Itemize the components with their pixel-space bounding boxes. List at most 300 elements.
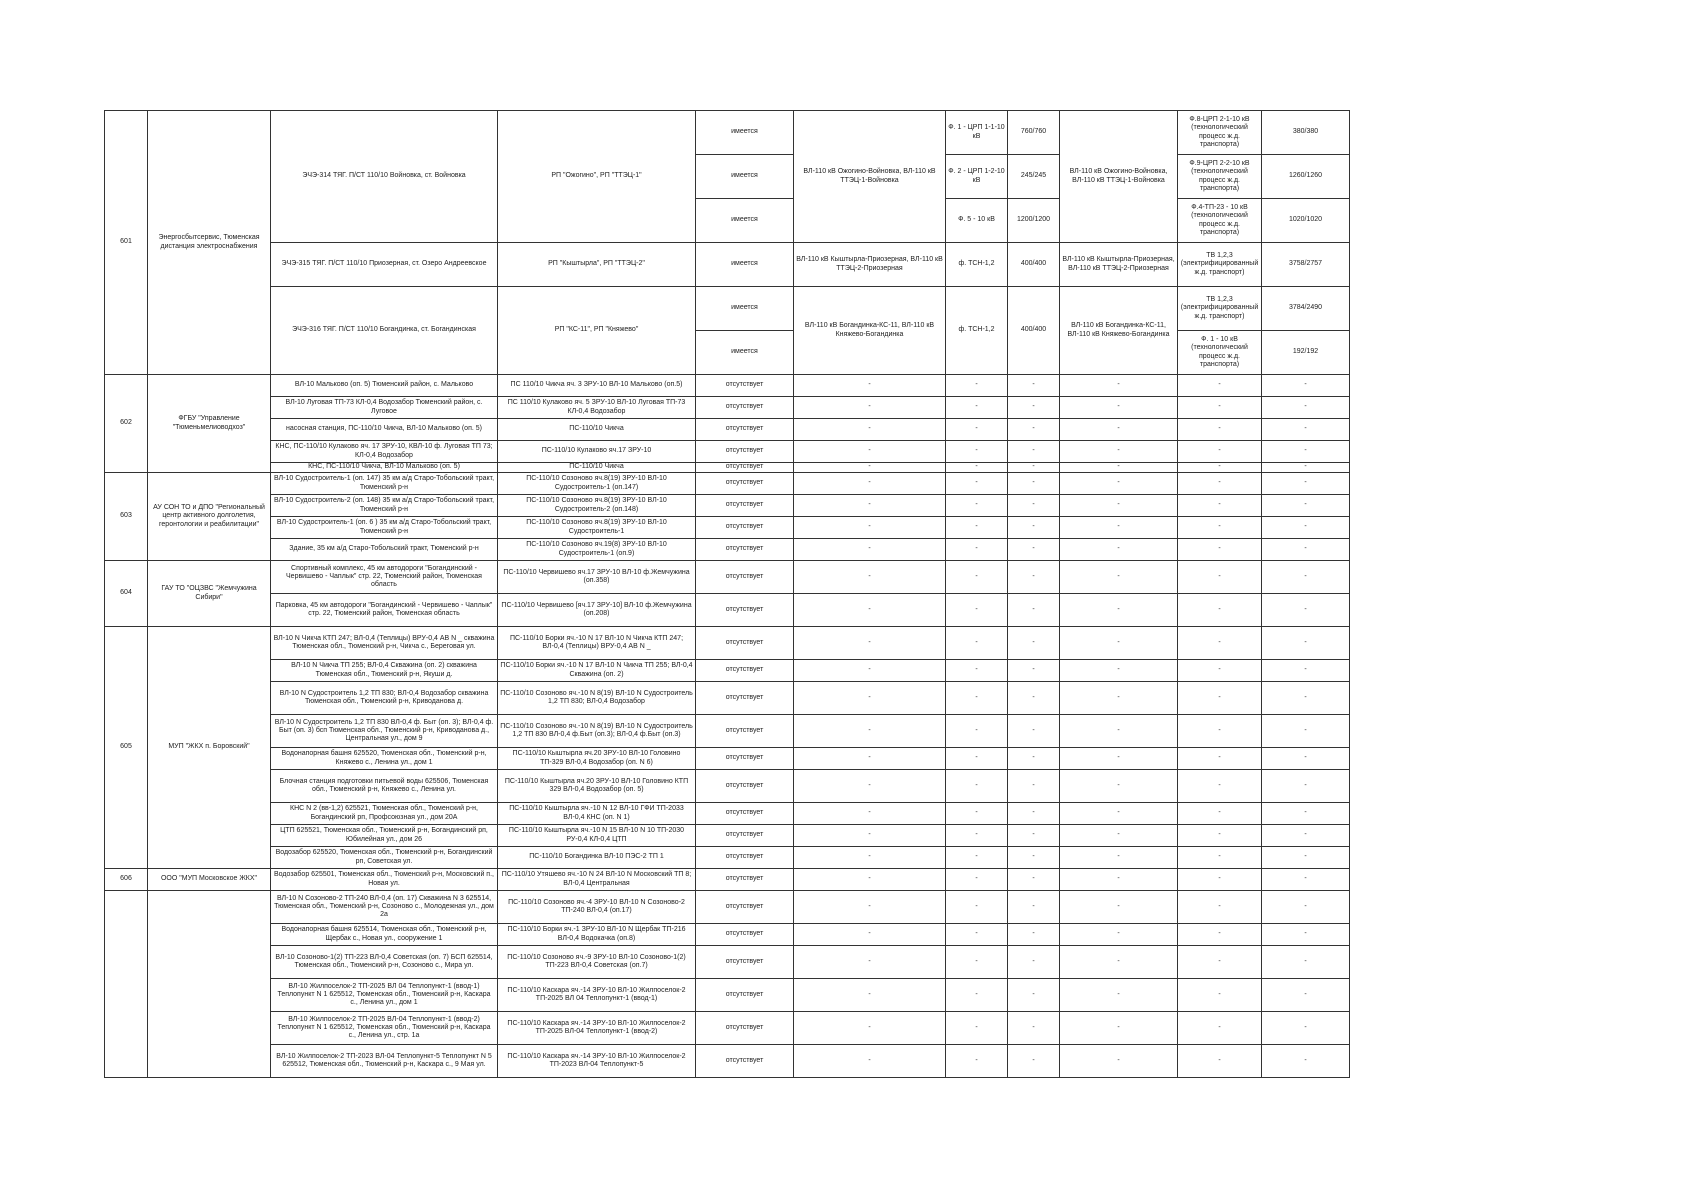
table-row: [105, 847, 1350, 869]
table-cell: -: [1060, 375, 1178, 397]
table-cell: Парковка, 45 км автодороги "Богандинский - Червишево - Чаплык" стр. 22, Тюменский район, Тюменская область: [271, 594, 498, 627]
table-cell: -: [1178, 594, 1262, 627]
table-cell: -: [794, 825, 946, 847]
table-cell: ВЛ-10 N Чикча КТП 247; ВЛ-0,4 (Теплицы) ВРУ-0,4 АВ N _ скважина Тюменская обл., Тюменский р-н, Чикча с., Береговая ул.: [271, 627, 498, 660]
table-cell: 245/245: [1008, 155, 1060, 199]
organization-cell: ООО "МУП Московское ЖКХ": [148, 869, 271, 891]
table-cell: 380/380: [1262, 111, 1350, 155]
table-cell: -: [1060, 397, 1178, 419]
table-cell: -: [1178, 397, 1262, 419]
table-cell: -: [1008, 715, 1060, 748]
table-cell: -: [1060, 715, 1178, 748]
table-cell: ПС-110/10 Чикча: [498, 463, 696, 473]
table-cell: ВЛ-110 кВ Богандинка-КС-11, ВЛ-110 кВ Княжево-Богандинка: [1060, 287, 1178, 375]
table-cell: Водонапорная башня 625514, Тюменская обл., Тюменский р-н, Щербак с., Новая ул., сооружение 1: [271, 924, 498, 946]
table-cell: ВЛ-110 кВ Кыштырла-Приозерная, ВЛ-110 кВ ТТЭЦ-2-Приозерная: [794, 243, 946, 287]
table-cell: -: [1060, 979, 1178, 1012]
table-cell: -: [1060, 869, 1178, 891]
table-cell: отсутствует: [696, 561, 794, 594]
table-cell: -: [1178, 517, 1262, 539]
table-cell: -: [794, 473, 946, 495]
table-cell: 3758/2757: [1262, 243, 1350, 287]
table-cell: ПС-110/10 Червишево [яч.17 ЗРУ-10] ВЛ-10 ф.Жемчужина (оп.208): [498, 594, 696, 627]
table-cell: отсутствует: [696, 517, 794, 539]
table-cell: ТВ 1,2,3 (электрифицированный ж.д. транспорт): [1178, 287, 1262, 331]
table-cell: отсутствует: [696, 397, 794, 419]
table-cell: ПС-110/10 Созоново яч.8(19) ЗРУ-10 ВЛ-10 Судостроитель-1: [498, 517, 696, 539]
table-row: [105, 1012, 1350, 1045]
table-cell: ПС-110/10 Созоново яч.19(8) ЗРУ-10 ВЛ-10 Судостроитель-1 (оп.9): [498, 539, 696, 561]
table-cell: Ф. 5 - 10 кВ: [946, 199, 1008, 243]
table-cell: -: [1008, 463, 1060, 473]
table-cell: -: [1060, 891, 1178, 924]
table-cell: -: [1178, 924, 1262, 946]
table-row: [105, 825, 1350, 847]
row-number-cell: 603: [105, 473, 148, 561]
table-cell: -: [1262, 1012, 1350, 1045]
table-cell: -: [1262, 441, 1350, 463]
table-cell: отсутствует: [696, 682, 794, 715]
table-cell: -: [1060, 946, 1178, 979]
table-cell: ПС-110/10 Каскара яч.-14 ЗРУ-10 ВЛ-10 Жилпоселок-2 ТП-2023 ВЛ-04 Теплопункт-5: [498, 1045, 696, 1078]
table-cell: -: [794, 463, 946, 473]
table-cell: отсутствует: [696, 539, 794, 561]
organization-cell: Энергосбытсервис, Тюменская дистанция электроснабжения: [148, 111, 271, 375]
table-cell: отсутствует: [696, 979, 794, 1012]
table-cell: -: [794, 847, 946, 869]
table-cell: РП "Кыштырла", РП "ТТЭЦ-2": [498, 243, 696, 287]
table-cell: -: [1060, 682, 1178, 715]
table-cell: имеется: [696, 155, 794, 199]
table-cell: ЦТП 625521, Тюменская обл., Тюменский р-н, Богандинский рп, Юбилейная ул., дом 26: [271, 825, 498, 847]
table-cell: ВЛ-10 N Созоново-2 ТП-240 ВЛ-0,4 (оп. 17) Скважина N 3 625514, Тюменская обл., Тюменский р-н, Созоново с., Молодежная ул., дом 2а: [271, 891, 498, 924]
table-cell: ПС-110/10 Созоново яч.-4 ЗРУ-10 ВЛ-10 N Созоново-2 ТП-240 ВЛ-0,4 (оп.17): [498, 891, 696, 924]
table-cell: -: [946, 495, 1008, 517]
table-cell: -: [1262, 825, 1350, 847]
table-cell: -: [1262, 539, 1350, 561]
table-cell: -: [794, 946, 946, 979]
table-cell: отсутствует: [696, 495, 794, 517]
table-cell: ПС-110/10 Каскара яч.-14 ЗРУ-10 ВЛ-10 Жилпоселок-2 ТП-2025 ВЛ 04 Теплопункт-1 (ввод-1): [498, 979, 696, 1012]
table-cell: -: [1008, 803, 1060, 825]
row-number-cell: 605: [105, 627, 148, 869]
table-cell: ВЛ-10 Судостроитель-2 (оп. 148) 35 км а/д Старо-Тобольский тракт, Тюменский р-н: [271, 495, 498, 517]
table-cell: -: [1262, 495, 1350, 517]
organization-cell: ФГБУ "Управление "Тюменьмелиоводхоз": [148, 375, 271, 473]
table-cell: отсутствует: [696, 891, 794, 924]
table-cell: -: [1262, 770, 1350, 803]
table-cell: -: [794, 682, 946, 715]
table-cell: отсутствует: [696, 770, 794, 803]
table-cell: отсутствует: [696, 375, 794, 397]
table-cell: отсутствует: [696, 441, 794, 463]
table-cell: -: [1262, 627, 1350, 660]
table-cell: -: [1060, 1012, 1178, 1045]
table-row: [105, 594, 1350, 627]
table-cell: -: [1060, 539, 1178, 561]
table-cell: ПС 110/10 Кулаково яч. 5 ЗРУ-10 ВЛ-10 Луговая ТП-73 КЛ-0,4 Водозабор: [498, 397, 696, 419]
table-row: [105, 419, 1350, 441]
table-cell: Ф. 1 - 10 кВ (технологический процесс ж.д. транспорта): [1178, 331, 1262, 375]
table-row: [105, 924, 1350, 946]
table-cell: ВЛ-10 Созоново-1(2) ТП-223 ВЛ-0,4 Советская (оп. 7) БСП 625514, Тюменская обл., Тюменский р-н, Созоново с., Мира ул.: [271, 946, 498, 979]
table-cell: -: [794, 770, 946, 803]
table-cell: Ф.9-ЦРП 2-2-10 кВ (технологический процесс ж.д. транспорта): [1178, 155, 1262, 199]
table-cell: Спортивный комплекс, 45 км автодороги "Богандинский - Червишево - Чаплык" стр. 22, Тюменский район, Тюменская область: [271, 561, 498, 594]
table-cell: ЭЧЭ-316 ТЯГ. П/СТ 110/10 Богандинка, ст. Богандинская: [271, 287, 498, 375]
table-row: [105, 748, 1350, 770]
table-cell: ПС-110/10 Борки яч.-10 N 17 ВЛ-10 N Чикча ТП 255; ВЛ-0,4 Скважина (оп. 2): [498, 660, 696, 682]
table-cell: -: [1178, 715, 1262, 748]
table-cell: -: [794, 1045, 946, 1078]
table-cell: имеется: [696, 287, 794, 331]
table-cell: -: [1262, 715, 1350, 748]
table-row: [105, 375, 1350, 397]
table-row: [105, 287, 1350, 331]
table-cell: -: [1008, 924, 1060, 946]
table-cell: Водозабор 625520, Тюменская обл., Тюменский р-н, Богандинский рп, Советская ул.: [271, 847, 498, 869]
table-cell: -: [1178, 463, 1262, 473]
table-cell: насосная станция, ПС-110/10 Чикча, ВЛ-10 Мальково (оп. 5): [271, 419, 498, 441]
table-cell: -: [946, 397, 1008, 419]
table-cell: отсутствует: [696, 463, 794, 473]
table-cell: -: [794, 660, 946, 682]
table-cell: ВЛ-10 Жилпоселок-2 ТП-2025 ВЛ-04 Теплопункт-1 (ввод-2) Теплопункт N 1 625512, Тюменская обл., Тюменский р-н, Каскара с., Ленина ул., стр. 1а: [271, 1012, 498, 1045]
table-cell: ПС-110/10 Богандинка ВЛ-10 ПЭС-2 ТП 1: [498, 847, 696, 869]
table-cell: -: [1008, 660, 1060, 682]
table-cell: -: [946, 924, 1008, 946]
table-cell: имеется: [696, 111, 794, 155]
table-row: [105, 627, 1350, 660]
table-cell: -: [1060, 660, 1178, 682]
table-cell: -: [1008, 375, 1060, 397]
table-cell: -: [794, 627, 946, 660]
table-cell: отсутствует: [696, 419, 794, 441]
table-cell: -: [1178, 660, 1262, 682]
table-cell: ПС-110/10 Каскара яч.-14 ЗРУ-10 ВЛ-10 Жилпоселок-2 ТП-2025 ВЛ-04 Теплопункт-1 (ввод-2): [498, 1012, 696, 1045]
table-cell: -: [1262, 594, 1350, 627]
table-row: [105, 517, 1350, 539]
table-cell: 1200/1200: [1008, 199, 1060, 243]
table-cell: -: [946, 375, 1008, 397]
table-cell: отсутствует: [696, 825, 794, 847]
table-cell: ВЛ-10 Жилпоселок-2 ТП-2025 ВЛ 04 Теплопункт-1 (ввод-1) Теплопункт N 1 625512, Тюменская обл., Тюменский р-н, Каскара с., Ленина ул., дом 1: [271, 979, 498, 1012]
table-row: [105, 473, 1350, 495]
table-row: [105, 660, 1350, 682]
table-cell: отсутствует: [696, 1012, 794, 1045]
table-row: [105, 441, 1350, 463]
table-cell: -: [946, 627, 1008, 660]
table-cell: отсутствует: [696, 748, 794, 770]
row-number-cell: 604: [105, 561, 148, 627]
table-cell: -: [1178, 539, 1262, 561]
table-cell: ПС-110/10 Червишево яч.17 ЗРУ-10 ВЛ-10 ф.Жемчужина (оп.358): [498, 561, 696, 594]
table-cell: -: [946, 891, 1008, 924]
table-cell: отсутствует: [696, 847, 794, 869]
table-cell: -: [1008, 1045, 1060, 1078]
table-cell: -: [946, 715, 1008, 748]
table-cell: -: [1060, 561, 1178, 594]
table-cell: отсутствует: [696, 946, 794, 979]
table-cell: -: [794, 924, 946, 946]
table-cell: ВЛ-10 Судостроитель-1 (оп. 6 ) 35 км а/д Старо-Тобольский тракт, Тюменский р-н: [271, 517, 498, 539]
table-cell: ВЛ-110 кВ Ожогино-Войновка, ВЛ-110 кВ ТТЭЦ-1-Войновка: [1060, 111, 1178, 243]
table-cell: -: [1060, 748, 1178, 770]
table-cell: -: [946, 660, 1008, 682]
table-cell: -: [1008, 594, 1060, 627]
table-row: [105, 891, 1350, 924]
table-cell: ПС-110/10 Кыштырла яч.20 ЗРУ-10 ВЛ-10 Головино КТП 329 ВЛ-0,4 Водозабор (оп. 5): [498, 770, 696, 803]
table-cell: -: [1262, 946, 1350, 979]
table-cell: -: [1178, 1012, 1262, 1045]
table-cell: отсутствует: [696, 803, 794, 825]
table-cell: -: [1262, 1045, 1350, 1078]
table-cell: -: [1178, 495, 1262, 517]
table-cell: -: [1060, 473, 1178, 495]
table-cell: ВЛ-110 кВ Богандинка-КС-11, ВЛ-110 кВ Княжево-Богандинка: [794, 287, 946, 375]
table-cell: -: [1008, 561, 1060, 594]
table-cell: -: [1178, 825, 1262, 847]
table-cell: -: [794, 1012, 946, 1045]
table-cell: отсутствует: [696, 1045, 794, 1078]
table-cell: 760/760: [1008, 111, 1060, 155]
table-cell: -: [794, 561, 946, 594]
table-cell: -: [946, 803, 1008, 825]
table-cell: 400/400: [1008, 243, 1060, 287]
table-cell: отсутствует: [696, 660, 794, 682]
table-cell: -: [1262, 660, 1350, 682]
table-cell: -: [1178, 847, 1262, 869]
table-cell: -: [1008, 825, 1060, 847]
table-cell: -: [1060, 517, 1178, 539]
table-cell: -: [1262, 748, 1350, 770]
table-cell: -: [1262, 463, 1350, 473]
table-cell: ВЛ-10 Луговая ТП-73 КЛ-0,4 Водозабор Тюменский район, с. Луговое: [271, 397, 498, 419]
table-cell: ВЛ-110 кВ Кыштырла-Приозерная, ВЛ-110 кВ ТТЭЦ-2-Приозерная: [1060, 243, 1178, 287]
table-cell: -: [1178, 561, 1262, 594]
table-cell: ВЛ-10 Жилпоселок-2 ТП-2023 ВЛ-04 Теплопункт-5 Теплопункт N 5 625512, Тюменская обл., Тюменский р-н, Каскара с., 9 Мая ул.: [271, 1045, 498, 1078]
table-cell: -: [1178, 979, 1262, 1012]
table-cell: -: [1060, 924, 1178, 946]
table-cell: -: [946, 1045, 1008, 1078]
table-cell: отсутствует: [696, 627, 794, 660]
table-cell: -: [1262, 869, 1350, 891]
table-row: [105, 979, 1350, 1012]
table-cell: -: [1178, 946, 1262, 979]
table-cell: -: [1262, 924, 1350, 946]
table-cell: отсутствует: [696, 924, 794, 946]
table-cell: Ф. 2 - ЦРП 1-2-10 кВ: [946, 155, 1008, 199]
table-cell: -: [946, 473, 1008, 495]
table-cell: -: [946, 979, 1008, 1012]
table-cell: -: [794, 539, 946, 561]
table-cell: -: [1178, 748, 1262, 770]
table-cell: 192/192: [1262, 331, 1350, 375]
table-cell: -: [1262, 803, 1350, 825]
table-cell: -: [946, 847, 1008, 869]
table-row: [105, 869, 1350, 891]
table-row: [105, 397, 1350, 419]
table-cell: -: [794, 375, 946, 397]
table-cell: -: [946, 441, 1008, 463]
table-cell: -: [1178, 770, 1262, 803]
table-cell: -: [794, 594, 946, 627]
table-cell: 3784/2490: [1262, 287, 1350, 331]
table-cell: -: [1008, 946, 1060, 979]
table-cell: -: [1262, 979, 1350, 1012]
table-cell: -: [794, 495, 946, 517]
table-cell: -: [946, 825, 1008, 847]
table-cell: КНС N 2 (вв-1,2) 625521, Тюменская обл., Тюменский р-н, Богандинский рп, Профсоюзная ул., дом 20А: [271, 803, 498, 825]
table-cell: -: [1008, 891, 1060, 924]
table-cell: -: [1060, 627, 1178, 660]
table-row: [105, 111, 1350, 155]
table-cell: -: [946, 682, 1008, 715]
table-cell: -: [1008, 770, 1060, 803]
table-cell: -: [1262, 473, 1350, 495]
table-cell: ВЛ-10 Мальково (оп. 5) Тюменский район, с. Мальково: [271, 375, 498, 397]
table-cell: -: [946, 419, 1008, 441]
table-cell: ф. ТСН-1,2: [946, 287, 1008, 375]
table-cell: -: [1178, 473, 1262, 495]
table-cell: -: [1008, 517, 1060, 539]
table-cell: ПС-110/10 Кыштырла яч.-10 N 12 ВЛ-10 ГФИ ТП-2033 ВЛ-0,4 КНС (оп. N 1): [498, 803, 696, 825]
table-cell: -: [794, 517, 946, 539]
row-number-cell: 601: [105, 111, 148, 375]
table-cell: отсутствует: [696, 594, 794, 627]
table-cell: отсутствует: [696, 473, 794, 495]
table-cell: -: [1008, 495, 1060, 517]
table-cell: отсутствует: [696, 869, 794, 891]
table-cell: -: [1178, 869, 1262, 891]
table-cell: -: [1008, 539, 1060, 561]
table-cell: -: [1008, 979, 1060, 1012]
row-number-cell: 602: [105, 375, 148, 473]
table-cell: имеется: [696, 199, 794, 243]
row-number-cell: [105, 891, 148, 1078]
table-cell: -: [1060, 803, 1178, 825]
table-cell: -: [946, 539, 1008, 561]
table-cell: ВЛ-10 N Судостроитель 1,2 ТП 830 ВЛ-0,4 ф. Быт (оп. 3); ВЛ-0,4 ф. Быт (оп. 3) бсп Тюменская обл., Тюменский р-н, Криводанова д., Центральная ул., дом 9: [271, 715, 498, 748]
table-cell: -: [946, 517, 1008, 539]
table-cell: -: [1008, 397, 1060, 419]
table-cell: Ф. 1 - ЦРП 1-1-10 кВ: [946, 111, 1008, 155]
table-cell: -: [1262, 891, 1350, 924]
table-cell: КНС, ПС-110/10 Чикча, ВЛ-10 Мальково (оп. 5): [271, 463, 498, 473]
table-cell: -: [1008, 627, 1060, 660]
table-cell: -: [1008, 682, 1060, 715]
table-cell: ПС-110/10 Кыштырла яч.-10 N 15 ВЛ-10 N 10 ТП-2030 РУ-0,4 КЛ-0,4 ЦТП: [498, 825, 696, 847]
table-cell: ПС-110/10 Созоново яч.-9 ЗРУ-10 ВЛ-10 Созоново-1(2) ТП-223 ВЛ-0,4 Советская (оп.7): [498, 946, 696, 979]
table-cell: Водозабор 625501, Тюменская обл., Тюменский р-н, Московский п., Новая ул.: [271, 869, 498, 891]
table-cell: ВЛ-10 N Судостроитель 1,2 ТП 830; ВЛ-0,4 Водозабор скважина Тюменская обл., Тюменский р-н, Криводанова д.: [271, 682, 498, 715]
organization-cell: АУ СОН ТО и ДПО "Региональный центр активного долголетия, геронтологии и реабилитации": [148, 473, 271, 561]
table-cell: -: [946, 869, 1008, 891]
table-cell: имеется: [696, 331, 794, 375]
table-cell: ф. ТСН-1,2: [946, 243, 1008, 287]
table-cell: -: [1060, 441, 1178, 463]
table-cell: -: [1178, 375, 1262, 397]
table-cell: -: [794, 419, 946, 441]
table-cell: имеется: [696, 243, 794, 287]
table-cell: 1260/1260: [1262, 155, 1350, 199]
table-cell: КНС, ПС-110/10 Кулаково яч. 17 ЗРУ-10, КВЛ-10 ф. Луговая ТП 73; КЛ-0,4 Водозабор: [271, 441, 498, 463]
table-cell: ПС-110/10 Созоново яч.-10 N 8(19) ВЛ-10 N Судостроитель 1,2 ТП 830; ВЛ-0,4 Водозабор: [498, 682, 696, 715]
data-table: [104, 110, 1350, 1078]
table-cell: -: [1178, 803, 1262, 825]
table-cell: Ф.8-ЦРП 2-1-10 кВ (технологический процесс ж.д. транспорта): [1178, 111, 1262, 155]
table-row: [105, 1045, 1350, 1078]
table-row: [105, 946, 1350, 979]
table-row: [105, 561, 1350, 594]
table-cell: -: [1060, 770, 1178, 803]
table-cell: ПС-110/10 Кыштырла яч.20 ЗРУ-10 ВЛ-10 Головино ТП-329 ВЛ-0,4 Водозабор (оп. N 6): [498, 748, 696, 770]
table-cell: -: [1262, 375, 1350, 397]
table-cell: -: [1008, 869, 1060, 891]
table-row: [105, 495, 1350, 517]
table-cell: Блочная станция подготовки питьевой воды 625506, Тюменская обл., Тюменский р-н, Княжево с., Ленина ул.: [271, 770, 498, 803]
table-cell: РП "Ожогино", РП "ТТЭЦ-1": [498, 111, 696, 243]
table-cell: -: [946, 463, 1008, 473]
table-cell: -: [1060, 1045, 1178, 1078]
table-cell: -: [1008, 473, 1060, 495]
table-cell: -: [1178, 891, 1262, 924]
table-cell: ПС-110/10 Чикча: [498, 419, 696, 441]
table-cell: Водонапорная башня 625520, Тюменская обл., Тюменский р-н, Княжево с., Ленина ул., дом 1: [271, 748, 498, 770]
organization-cell: ГАУ ТО "ОЦЗВС "Жемчужина Сибири": [148, 561, 271, 627]
table-row: [105, 463, 1350, 473]
table-cell: -: [794, 397, 946, 419]
table-cell: -: [1060, 594, 1178, 627]
table-cell: -: [794, 979, 946, 1012]
table-cell: ПС-110/10 Утяшево яч.-10 N 24 ВЛ-10 N Московский ТП 8; ВЛ-0,4 Центральная: [498, 869, 696, 891]
table-cell: -: [1060, 463, 1178, 473]
table-row: [105, 770, 1350, 803]
table-cell: Здание, 35 км а/д Старо-Тобольский тракт, Тюменский р-н: [271, 539, 498, 561]
table-cell: -: [1178, 627, 1262, 660]
table-cell: Ф.4-ТП-23 - 10 кВ (технологический процесс ж.д. транспорта): [1178, 199, 1262, 243]
table-cell: -: [946, 946, 1008, 979]
table-cell: ТВ 1,2,3 (электрифицированный ж.д. транспорт): [1178, 243, 1262, 287]
table-cell: -: [1178, 419, 1262, 441]
table-row: [105, 539, 1350, 561]
table-cell: -: [794, 803, 946, 825]
table-cell: -: [946, 770, 1008, 803]
table-cell: -: [1262, 517, 1350, 539]
row-number-cell: 606: [105, 869, 148, 891]
table-row: [105, 682, 1350, 715]
table-cell: ПС-110/10 Созоново яч.8(19) ЗРУ-10 ВЛ-10 Судостроитель-1 (оп.147): [498, 473, 696, 495]
table-cell: -: [794, 891, 946, 924]
table-cell: -: [794, 441, 946, 463]
table-row: [105, 803, 1350, 825]
table-cell: -: [946, 594, 1008, 627]
table-cell: ПС-110/10 Борки яч.-1 ЗРУ-10 ВЛ-10 N Щербак ТП-216 ВЛ-0,4 Водокачка (оп.8): [498, 924, 696, 946]
table-cell: -: [1060, 419, 1178, 441]
table-cell: -: [794, 748, 946, 770]
table-cell: ЭЧЭ-315 ТЯГ. П/СТ 110/10 Приозерная, ст. Озеро Андреевское: [271, 243, 498, 287]
table-cell: -: [1262, 682, 1350, 715]
table-cell: -: [1262, 397, 1350, 419]
table-cell: -: [1060, 847, 1178, 869]
table-cell: 400/400: [1008, 287, 1060, 375]
table-cell: -: [1008, 1012, 1060, 1045]
table-cell: -: [1060, 495, 1178, 517]
table-row: [105, 715, 1350, 748]
table-cell: -: [946, 1012, 1008, 1045]
table-cell: ПС 110/10 Чикча яч. 3 ЗРУ-10 ВЛ-10 Мальково (оп.5): [498, 375, 696, 397]
table-cell: ПС-110/10 Созоново яч.-10 N 8(19) ВЛ-10 N Судостроитель 1,2 ТП 830 ВЛ-0,4 ф.Быт (оп.3); ВЛ-0,4 ф.Быт (оп.3): [498, 715, 696, 748]
